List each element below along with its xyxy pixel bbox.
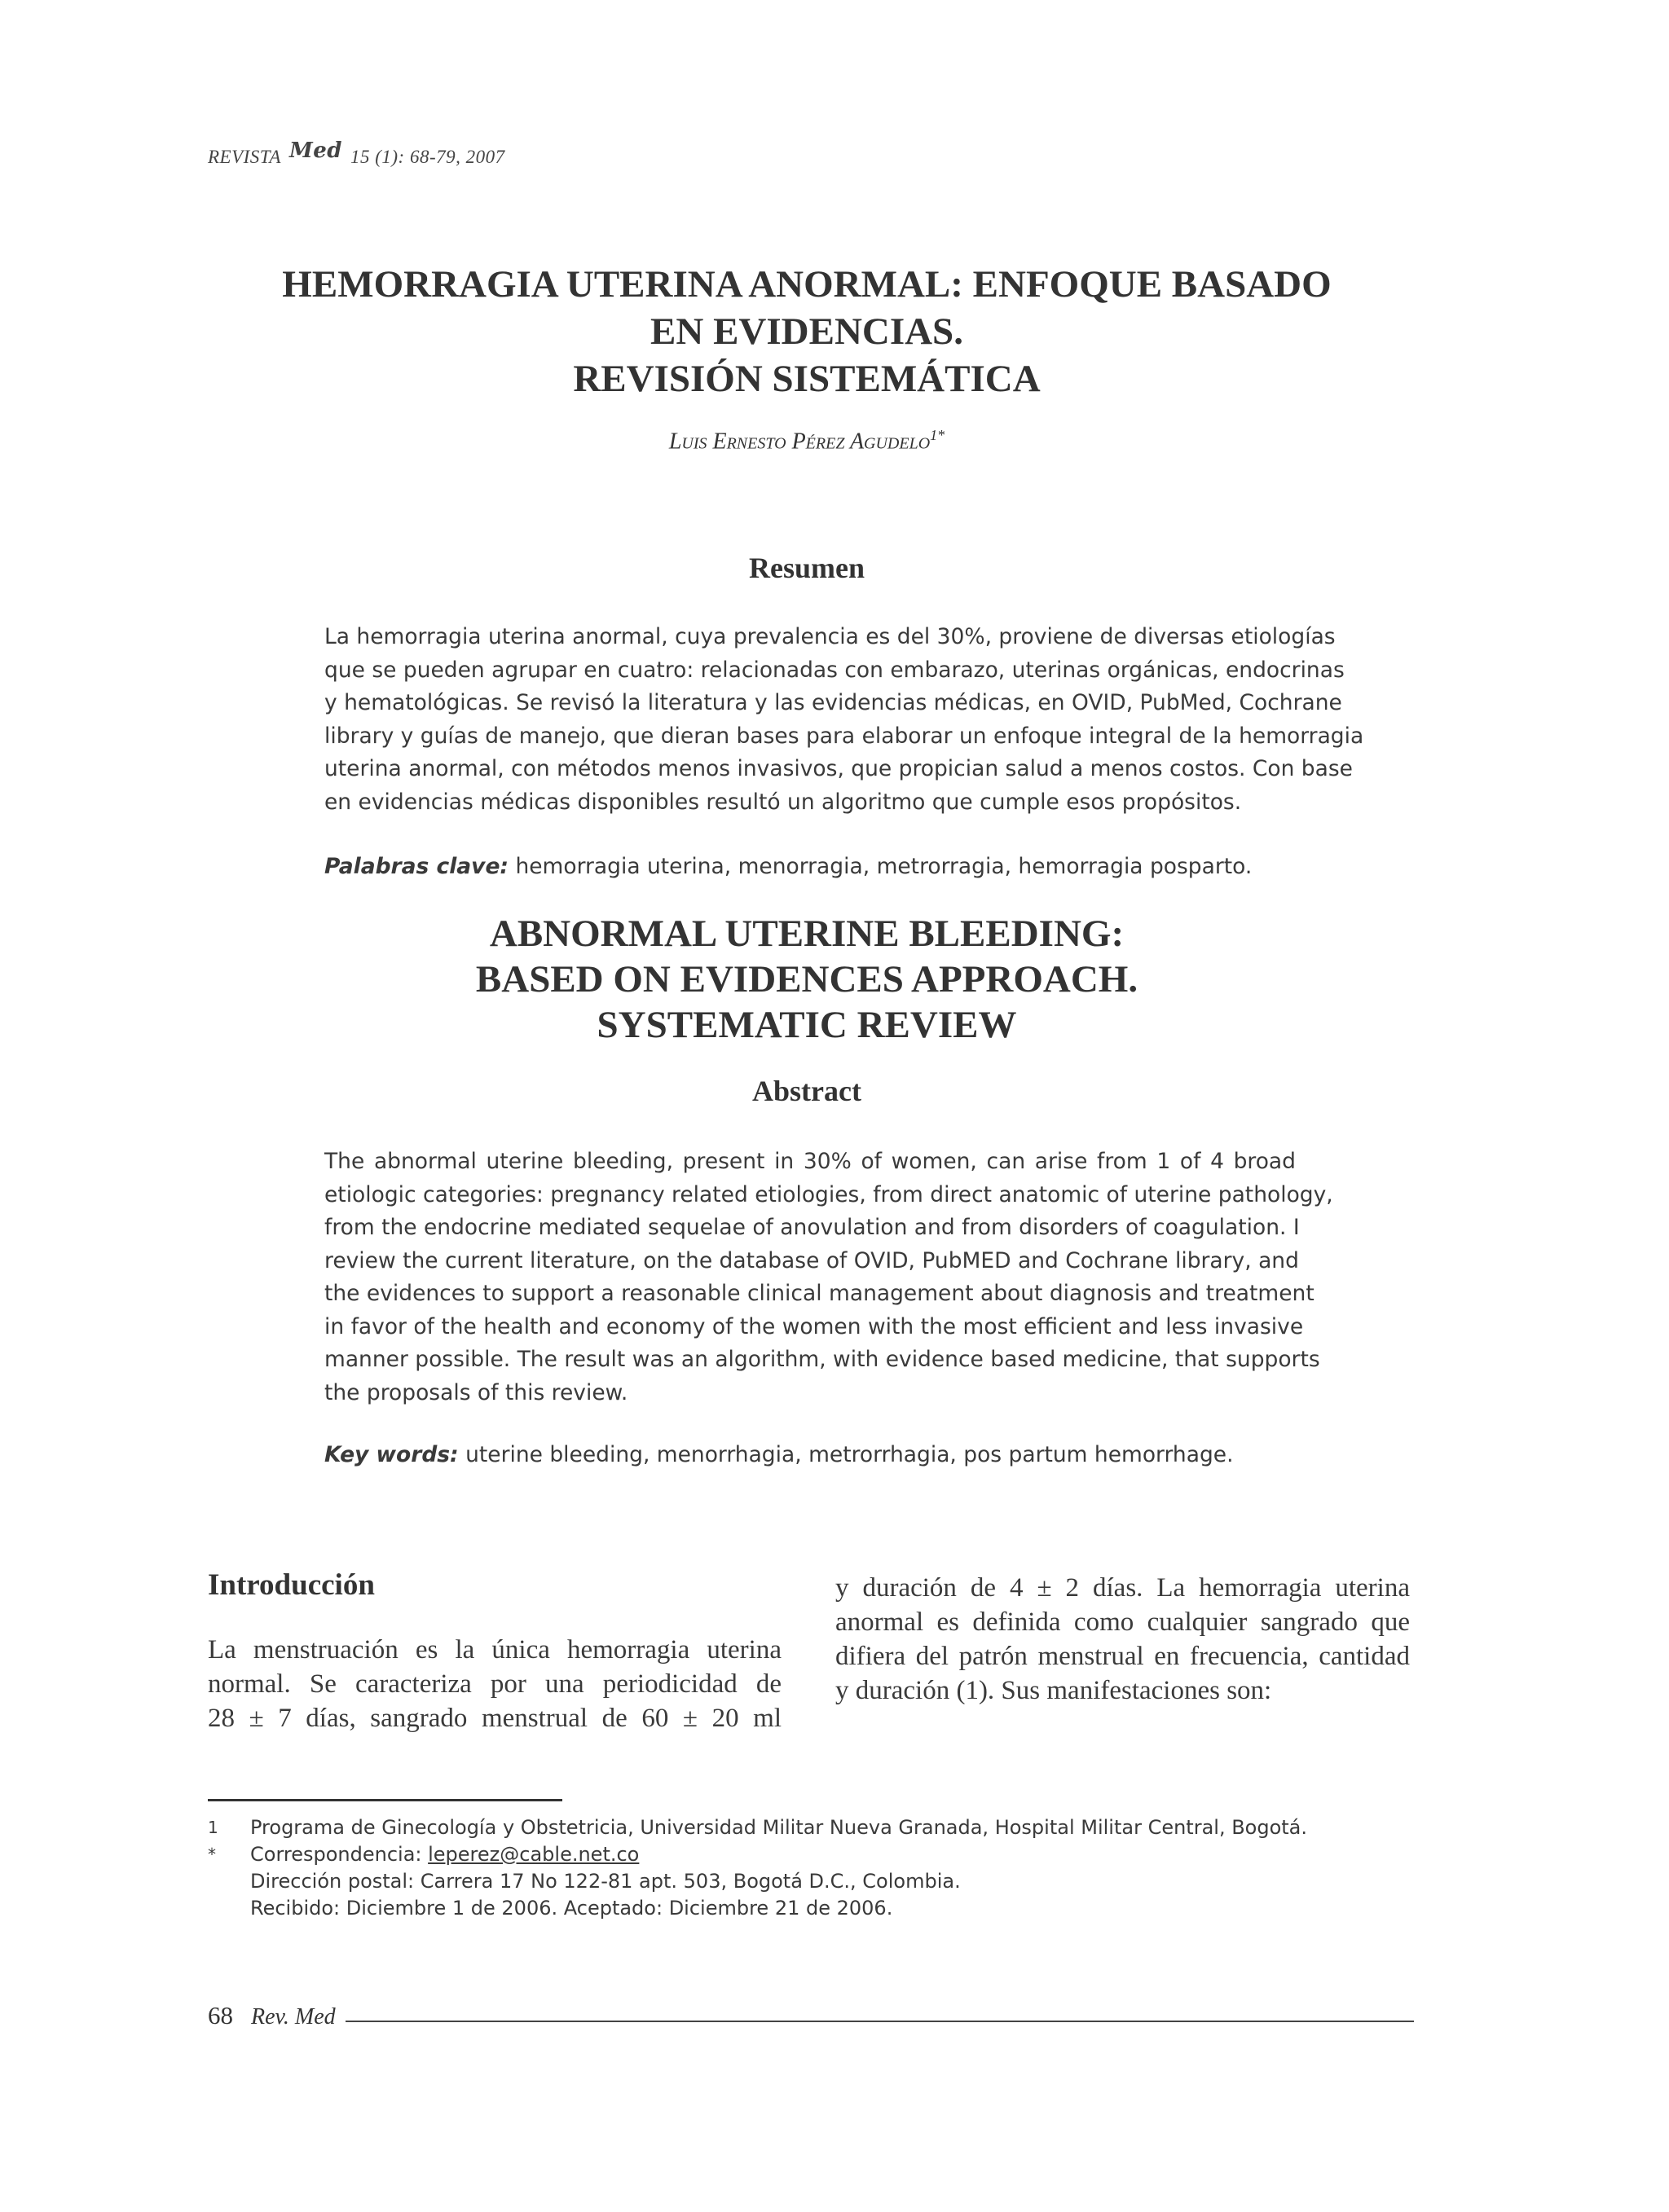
title-en-line: SYSTEMATIC REVIEW [597,1004,1017,1046]
key-words-label: Key words: [324,1442,459,1467]
intro-line: difiera del patrón menstrual en frecuencia, cantidad [835,1642,1410,1671]
footnote-divider [208,1799,562,1801]
resumen-line: en evidencias médicas disponibles resultó un algoritmo que cumple esos propósitos. [324,789,1242,815]
footnote-text: Programa de Ginecología y Obstetricia, Universidad Militar Nueva Granada, Hospital Militar Central, Bogotá. [250,1816,1308,1839]
intro-line: anormal es definida como cualquier sangrado que [835,1607,1410,1637]
resumen-heading: Resumen [749,552,865,584]
intro-line: 28 ± 7 días, sangrado menstrual de 60 ± 20 ml [208,1704,782,1733]
footer-rule [346,2021,1414,2022]
abstract-line: manner possible. The result was an algorithm, with evidence based medicine, that supports [324,1347,1320,1372]
resumen-line: que se pueden agrupar en cuatro: relacionadas con embarazo, uterinas orgánicas, endocrinas [324,657,1345,683]
footnotes [208,1814,1430,1922]
footnote-mark: * [208,1845,216,1864]
footnote-text: Recibido: Diciembre 1 de 2006. Aceptado: Diciembre 21 de 2006. [250,1897,893,1920]
page-number: 68 [208,2001,233,2029]
article-title-es [244,261,1369,402]
intro-line: y duración de 4 ± 2 días. La hemorragia uterina [835,1573,1410,1603]
running-header [208,139,505,169]
palabras-clave-values: hemorragia uterina, menorragia, metrorragia, hemorragia posparto. [509,854,1253,879]
abstract-line: the proposals of this review. [324,1379,628,1405]
footnote-address [208,1868,1430,1895]
resumen-line: library y guías de manejo, que dieran bases para elaborar un enfoque integral de la hemorragia [324,723,1364,749]
abstract-heading: Abstract [752,1075,861,1107]
abstract-line: The abnormal uterine bleeding, present in 30% of women, can arise from 1 of 4 broad [324,1149,1296,1174]
resumen-body [324,621,1364,819]
citation: 15 (1): 68-79, 2007 [350,147,505,167]
resumen-line: y hematológicas. Se revisó la literatura y las evidencias médicas, en OVID, PubMed, Cochrane [324,690,1342,715]
resumen-line: La hemorragia uterina anormal, cuya prevalencia es del 30%, proviene de diversas etiologías [324,624,1336,649]
key-words [324,1442,1343,1467]
journal-logo: Med [288,139,342,163]
author-name: Luis Ernesto Pérez Agudelo [668,429,931,455]
abstract-line: review the current literature, on the database of OVID, PubMED and Cochrane library, and [324,1247,1299,1273]
intro-line: La menstruación es la única hemorragia uterina [208,1635,782,1664]
abstract-body [324,1146,1333,1409]
title-es-line: REVISIÓN SISTEMÁTICA [573,358,1041,400]
intro-right-column [835,1571,1410,1708]
email-link[interactable]: leperez@cable.net.co [428,1843,640,1866]
abstract-line: in favor of the health and economy of the women with the most efficient and less invasive [324,1313,1304,1339]
footnote-dates [208,1895,1430,1922]
article-title-en [244,911,1369,1048]
journal-name: Rev. Med [251,2004,336,2029]
intro-line: normal. Se caracteriza por una periodicidad de [208,1669,782,1699]
footnote-correspondence [208,1841,1430,1868]
abstract-line: the evidences to support a reasonable clinical management about diagnosis and treatment [324,1281,1315,1306]
footnote-text: Dirección postal: Carrera 17 No 122-81 apt. 503, Bogotá D.C., Colombia. [250,1870,961,1893]
palabras-clave [324,854,1343,879]
author-marks: 1* [930,427,945,443]
palabras-clave-label: Palabras clave: [324,854,509,879]
intro-left-column [208,1633,782,1735]
intro-line: y duración (1). Sus manifestaciones son: [835,1676,1272,1705]
author [244,427,1369,455]
abstract-line: from the endocrine mediated sequelae of anovulation and from disorders of coagulation. I [324,1215,1300,1240]
abstract-line: etiologic categories: pregnancy related etiologies, from direct anatomic of uterine pathology, [324,1181,1333,1207]
title-en-line: BASED ON EVIDENCES APPROACH. [475,958,1138,1000]
footnote-affiliation [208,1814,1430,1841]
footnote-text: Correspondencia: [250,1843,429,1866]
key-words-values: uterine bleeding, menorrhagia, metrorrhagia, pos partum hemorrhage. [458,1442,1234,1467]
title-es-line: HEMORRAGIA UTERINA ANORMAL: ENFOQUE BASADO [282,263,1332,306]
resumen-line: uterina anormal, con métodos menos invasivos, que propician salud a menos costos. Con base [324,756,1353,781]
page-footer [208,2001,1414,2030]
title-en-line: ABNORMAL UTERINE BLEEDING: [489,913,1125,955]
journal-prefix: REVISTA [208,147,281,167]
introduccion-heading: Introducción [208,1568,375,1602]
title-es-line: EN EVIDENCIAS. [650,310,963,353]
footnote-mark: 1 [208,1818,218,1837]
